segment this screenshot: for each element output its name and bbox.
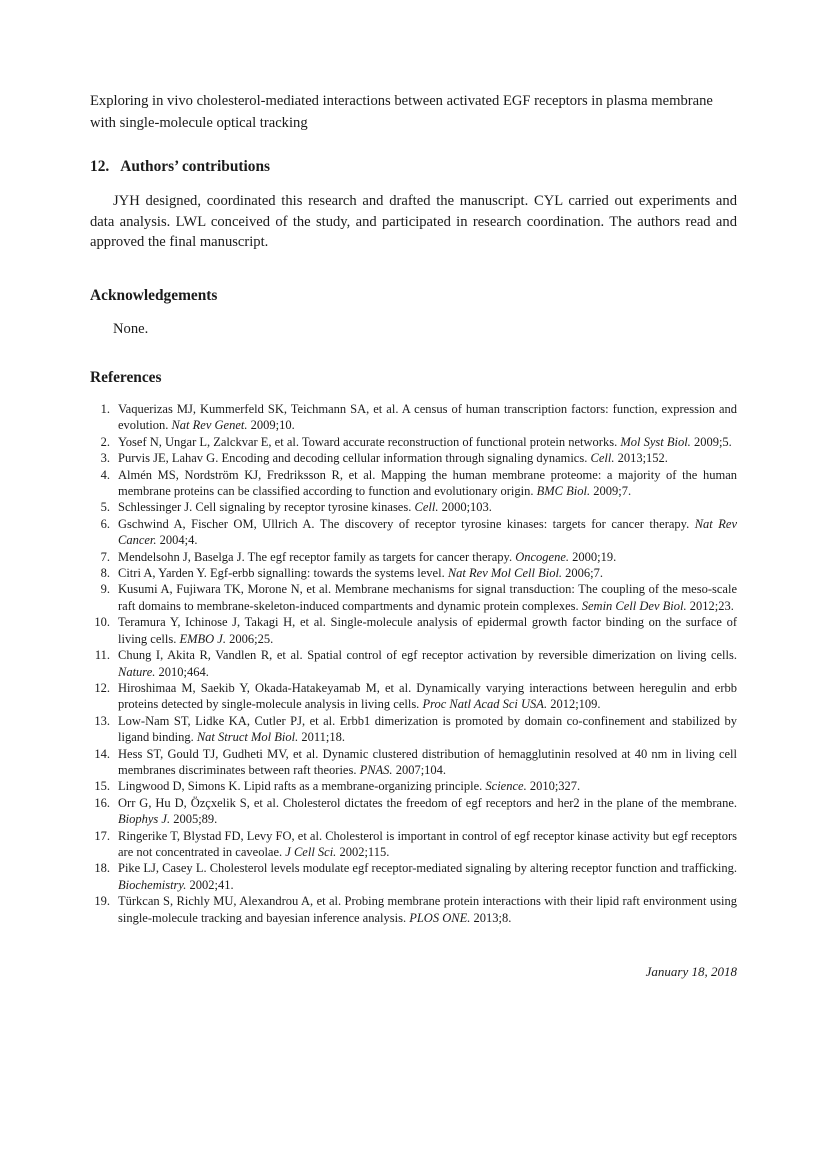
reference-journal: Oncogene. <box>515 549 569 564</box>
reference-number: 2. <box>100 434 110 449</box>
reference-item <box>90 795 737 828</box>
reference-text: Gschwind A, Fischer OM, Ullrich A. The discovery of receptor tyrosine kinases: targets for cancer therapy. Nat Rev Cancer. 2004;4. <box>118 516 738 548</box>
reference-number: 8. <box>100 566 110 581</box>
reference-journal: Biochemistry. <box>118 877 187 892</box>
reference-journal: Semin Cell Dev Biol. <box>581 598 687 613</box>
reference-number: 1. <box>100 402 110 416</box>
reference-item <box>90 401 737 434</box>
reference-text: Pike LJ, Casey L. Cholesterol levels modulate egf receptor-mediated signaling by altering receptor function and trafficking. Biochemistry. 2002;41. <box>118 861 737 892</box>
acknowledgements-heading: Acknowledgements <box>90 286 218 304</box>
reference-item <box>90 828 737 861</box>
reference-item <box>90 434 737 450</box>
reference-text: Teramura Y, Ichinose J, Takagi H, et al. Single-molecule analysis of epidermal growth factor binding on the surface of living cells. EMBO J. 2006;25. <box>118 615 737 646</box>
acknowledgements-paragraph: None. <box>113 320 149 337</box>
reference-text: Kusumi A, Fujiwara TK, Morone N, et al. Membrane mechanisms for signal transduction: The coupling of the meso-scale raft domains to membrane-skeleton-induced compartments and dynamic protein complexes. Semin Cell Dev Biol. 2012;23. <box>118 582 737 613</box>
reference-text: Chung I, Akita R, Vandlen R, et al. Spatial control of egf receptor activation by reversible dimerization on living cells. Nature. 2010;464. <box>118 648 737 679</box>
reference-number: 10. <box>94 615 110 630</box>
reference-text: Lingwood D, Simons K. Lipid rafts as a membrane-organizing principle. Science. 2010;327. <box>118 779 581 794</box>
reference-journal: Cell. <box>590 451 615 466</box>
reference-item <box>90 516 737 549</box>
reference-text: Orr G, Hu D, Özçxelik S, et al. Cholesterol dictates the freedom of egf receptors and her2 in the plane of the membrane. Biophys J. 2005;89. <box>118 795 737 827</box>
reference-number: 5. <box>100 500 110 515</box>
reference-item <box>90 467 737 500</box>
reference-text: Almén MS, Nordström KJ, Fredriksson R, et al. Mapping the human membrane proteome: a majority of the human membrane proteins can be classified according to function and evolutionary origin. BMC Biol. 2009;7. <box>118 467 737 499</box>
reference-item <box>90 680 737 713</box>
reference-journal: J Cell Sci. <box>285 844 337 859</box>
reference-journal: PLOS ONE. <box>409 910 471 925</box>
reference-journal: Proc Natl Acad Sci USA. <box>422 697 548 712</box>
contributions-heading <box>90 157 737 177</box>
reference-journal: Biophys J. <box>118 812 171 827</box>
reference-number: 6. <box>100 516 110 531</box>
reference-number: 9. <box>100 582 110 597</box>
reference-text: Yosef N, Ungar L, Zalckvar E, et al. Toward accurate reconstruction of functional protein networks. Mol Syst Biol. 2009;5. <box>118 434 732 449</box>
reference-journal: PNAS. <box>359 762 393 777</box>
reference-text: Purvis JE, Lahav G. Encoding and decoding cellular information through signaling dynamics. Cell. 2013;152. <box>118 451 668 466</box>
reference-item <box>90 647 737 680</box>
reference-journal: EMBO J. <box>179 631 226 646</box>
reference-item <box>90 713 737 746</box>
reference-journal: Nat Rev Genet. <box>171 418 248 433</box>
reference-number: 17. <box>94 828 110 843</box>
reference-item <box>90 499 737 515</box>
reference-item <box>90 778 737 794</box>
reference-number: 11. <box>94 648 110 663</box>
contributions-section-number: 12. <box>90 158 110 175</box>
reference-journal: Nat Rev Cancer. <box>118 516 738 548</box>
reference-number: 19. <box>94 894 110 909</box>
reference-item <box>90 614 737 647</box>
footer-date: January 18, 2018 <box>645 964 737 979</box>
reference-text: Hiroshimaa M, Saekib Y, Okada-Hatakeyamab M, et al. Dynamically varying interactions between heregulin and erbb proteins detected by single-molecule analysis in living cells. Proc Natl Acad Sci USA. 2012;109. <box>118 680 737 712</box>
reference-text: Mendelsohn J, Baselga J. The egf receptor family as targets for cancer therapy. Oncogene. 2000;19. <box>118 549 617 564</box>
reference-number: 14. <box>94 746 110 761</box>
reference-journal: Nat Struct Mol Biol. <box>196 730 299 745</box>
reference-text: Ringerike T, Blystad FD, Levy FO, et al. Cholesterol is important in control of egf receptor kinase activity but egf receptors are not concentrated in caveolae. J Cell Sci. 2002;115. <box>118 828 737 859</box>
reference-number: 4. <box>100 467 110 482</box>
contributions-paragraph: JYH designed, coordinated this research and drafted the manuscript. CYL carried out experiments and data analysis. LWL conceived of the study, and participated in research coordination. The authors read and approved the final manuscript. <box>90 193 737 250</box>
reference-text: Türkcan S, Richly MU, Alexandrou A, et al. Probing membrane protein interactions with their lipid raft environment using single-molecule tracking and bayesian inference analysis. PLOS ONE. 2013;8. <box>118 894 737 925</box>
reference-item <box>90 860 737 893</box>
reference-item <box>90 746 737 779</box>
contributions-heading-label: Authors’ contributions <box>120 158 271 175</box>
reference-text: Citri A, Yarden Y. Egf-erbb signalling: towards the systems level. Nat Rev Mol Cell Biol. 2006;7. <box>118 566 604 581</box>
paper-title: Exploring in vivo cholesterol-mediated interactions between activated EGF receptors in plasma membrane with single-molecule optical tracking <box>90 93 713 131</box>
references-heading: References <box>90 369 162 386</box>
reference-number: 16. <box>94 795 110 810</box>
reference-item <box>90 581 737 614</box>
reference-item <box>90 450 737 466</box>
reference-text: Schlessinger J. Cell signaling by receptor tyrosine kinases. Cell. 2000;103. <box>118 500 492 515</box>
reference-journal: Mol Syst Biol. <box>620 434 691 449</box>
reference-journal: Nature. <box>118 664 156 679</box>
reference-item <box>90 565 737 581</box>
reference-number: 18. <box>94 861 110 876</box>
reference-number: 13. <box>94 713 110 728</box>
reference-journal: Science. <box>485 779 527 794</box>
references-list <box>90 401 737 926</box>
reference-number: 15. <box>94 779 110 794</box>
reference-number: 12. <box>94 680 110 695</box>
reference-journal: Nat Rev Mol Cell Biol. <box>447 566 563 581</box>
reference-item <box>90 549 737 565</box>
reference-text: Vaquerizas MJ, Kummerfeld SK, Teichmann SA, et al. A census of human transcription factors: function, expression and evolution. Nat Rev Genet. 2009;10. <box>118 402 737 433</box>
reference-number: 3. <box>100 451 110 466</box>
reference-journal: BMC Biol. <box>536 484 591 499</box>
reference-number: 7. <box>100 549 110 564</box>
reference-text: Low-Nam ST, Lidke KA, Cutler PJ, et al. Erbb1 dimerization is promoted by domain co-confinement and stabilized by ligand binding. Nat Struct Mol Biol. 2011;18. <box>118 713 737 745</box>
reference-text: Hess ST, Gould TJ, Gudheti MV, et al. Dynamic clustered distribution of hemagglutinin resolved at 40 nm in living cell membranes discriminates between raft theories. PNAS. 2007;104. <box>118 746 737 777</box>
reference-journal: Cell. <box>414 500 439 515</box>
reference-item <box>90 893 737 926</box>
